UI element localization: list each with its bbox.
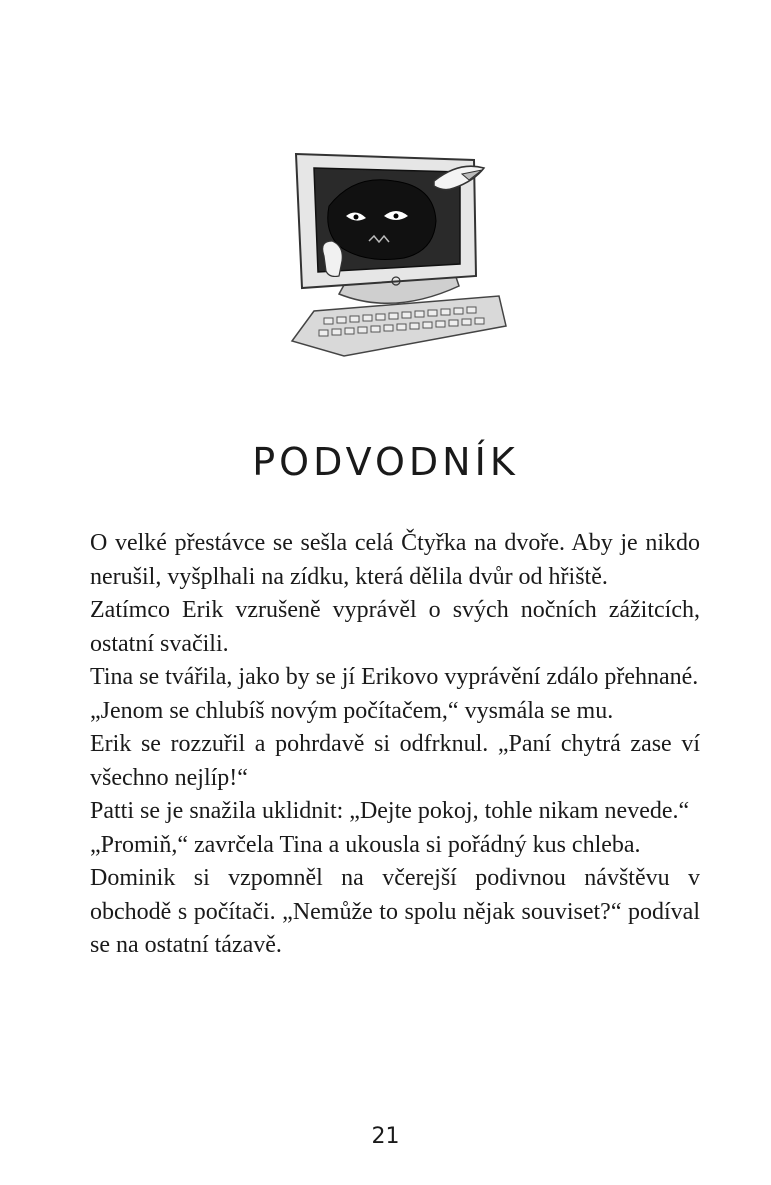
paragraph: Dominik si vzpomněl na včerejší podivnou návštěvu v obchodě s počítači. „Nemůže to spolu nějak souviset?“ podíval se na ostatní tázavě. [90, 865, 700, 958]
paragraph: Erik se rozzuřil a pohrdavě si odfrknul. „Paní chytrá zase ví všechno nejlíp!“ [90, 731, 700, 791]
paragraph: Zatímco Erik vzrušeně vyprávěl o svých nočních zážitcích, ostatní svačili. [90, 597, 700, 657]
monitor-drawing [296, 154, 484, 288]
paragraph: O velké přestávce se sešla celá Čtyřka na dvoře. Aby je nikdo nerušil, vyšplhali na zídku, která dělila dvůr od hřiště. [90, 530, 700, 590]
paragraph: „Promiň,“ zavrčela Tina a ukousla si pořádný kus chleba. [90, 831, 641, 858]
paragraph: Patti se je snažila uklidnit: „Dejte pokoj, tohle nikam nevede.“ [90, 798, 690, 824]
paragraph: Tina se tvářila, jako by se jí Erikovo vyprávění zdálo přehnané. [90, 664, 699, 690]
paragraph: „Jenom se chlubíš novým počítačem,“ vysmála se mu. [90, 697, 614, 724]
page-number: 21 [371, 1124, 400, 1149]
keyboard-drawing [292, 296, 506, 356]
monster-in-computer-illustration [284, 146, 514, 361]
chapter-title: PODVODNÍK [252, 440, 519, 484]
chapter-body [90, 527, 700, 963]
